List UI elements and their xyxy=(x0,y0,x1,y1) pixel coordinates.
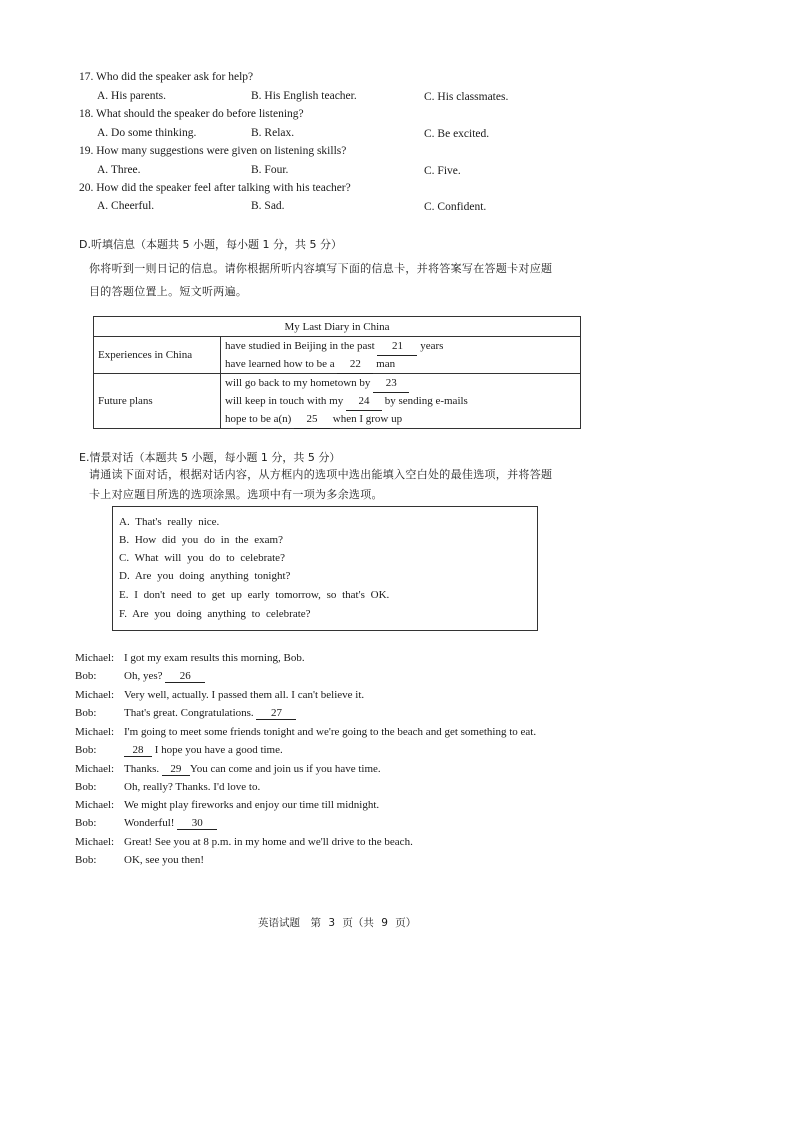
option-c: C. What will you do to celebrate? xyxy=(119,552,285,564)
speaker-name: Bob: xyxy=(75,707,97,719)
option-19c: C. Five. xyxy=(424,165,461,177)
dialogue-line xyxy=(75,799,379,811)
future-plans-cell xyxy=(221,374,581,429)
info-line-22 xyxy=(225,355,576,373)
option-18b: B. Relax. xyxy=(251,127,295,139)
line-text: when I grow up xyxy=(332,413,403,425)
question-text: How many suggestions were given on listening skills? xyxy=(96,145,347,157)
line-text: years xyxy=(420,340,444,352)
dialogue-text: You can come and join us if you have time. xyxy=(189,763,381,775)
section-e-instruction-line1: 请通读下面对话，根据对话内容，从方框内的选项中选出能填入空白处的最佳选项，并将答题 xyxy=(89,468,553,481)
option-17b: B. His English teacher. xyxy=(251,90,357,102)
speaker-name: Michael: xyxy=(75,689,115,701)
dialogue-line xyxy=(75,854,204,866)
dialogue-text: Great! See you at 8 p.m. in my home and we'll drive to the beach. xyxy=(124,836,413,848)
page-footer: 英语试题 第 3 页（共 9 页） xyxy=(258,917,417,929)
section-d-instruction-line2: 目的答题位置上。短文听两遍。 xyxy=(89,285,248,298)
dialogue-text: Very well, actually. I passed them all. I can't believe it. xyxy=(124,689,365,701)
dialogue-text: That's great. Congratulations. xyxy=(124,707,254,719)
question-20 xyxy=(79,182,351,194)
speaker-name: Michael: xyxy=(75,726,115,738)
option-20c: C. Confident. xyxy=(424,201,487,213)
dialogue-text: I'm going to meet some friends tonight and we're going to the beach and get something to eat. xyxy=(124,726,537,738)
blank-23[interactable]: 23 xyxy=(373,374,409,393)
experiences-cell xyxy=(221,337,581,374)
speaker-name: Bob: xyxy=(75,781,97,793)
row-label-future-plans: Future plans xyxy=(94,374,221,429)
option-d: D. Are you doing anything tonight? xyxy=(119,570,291,582)
option-18c: C. Be excited. xyxy=(424,128,490,140)
dialogue-line xyxy=(75,707,296,720)
blank-29[interactable]: 29 xyxy=(162,763,190,776)
line-text: by sending e-mails xyxy=(384,395,468,407)
question-19 xyxy=(79,145,346,157)
option-f: F. Are you doing anything to celebrate? xyxy=(119,608,311,620)
row-label-experiences: Experiences in China xyxy=(94,337,221,374)
dialogue-text: I got my exam results this morning, Bob. xyxy=(124,652,305,664)
option-18a: A. Do some thinking. xyxy=(97,127,197,139)
dialogue-line xyxy=(75,817,217,830)
option-e: E. I don't need to get up early tomorrow, so that's OK. xyxy=(119,589,390,601)
dialogue-line xyxy=(75,763,381,776)
speaker-name: Bob: xyxy=(75,854,97,866)
question-number: 17. xyxy=(79,71,94,83)
option-20b: B. Sad. xyxy=(251,200,285,212)
options-box xyxy=(112,506,538,631)
speaker-name: Bob: xyxy=(75,817,97,829)
option-17c: C. His classmates. xyxy=(424,91,509,103)
blank-22[interactable]: 22 xyxy=(337,355,373,374)
info-card-table xyxy=(93,316,581,429)
speaker-name: Michael: xyxy=(75,652,115,664)
dialogue-text: I hope you have a good time. xyxy=(154,744,283,756)
blank-21[interactable]: 21 xyxy=(377,337,417,356)
blank-30[interactable]: 30 xyxy=(177,817,217,830)
question-number: 20. xyxy=(79,182,94,194)
line-text: will keep in touch with my xyxy=(225,395,344,407)
line-text: hope to be a(n) xyxy=(225,413,292,425)
section-d-instruction-line1: 你将听到一则日记的信息。请你根据所听内容填写下面的信息卡，并将答案写在答题卡对应题 xyxy=(89,262,553,275)
blank-26[interactable]: 26 xyxy=(165,670,205,683)
section-d-title: D.听填信息（本题共 5 小题，每小题 1 分，共 5 分） xyxy=(79,238,342,251)
dialogue-text: Oh, really? Thanks. I'd love to. xyxy=(124,781,261,793)
speaker-name: Michael: xyxy=(75,799,115,811)
info-line-25 xyxy=(225,410,576,428)
info-line-21 xyxy=(225,337,576,355)
option-a: A. That's really nice. xyxy=(119,516,220,528)
speaker-name: Michael: xyxy=(75,763,115,775)
question-18 xyxy=(79,108,304,120)
option-19b: B. Four. xyxy=(251,164,289,176)
question-text: What should the speaker do before listening? xyxy=(96,108,304,120)
dialogue-line xyxy=(75,726,536,738)
line-text: have learned how to be a xyxy=(225,358,335,370)
dialogue-line xyxy=(75,670,205,683)
question-number: 19. xyxy=(79,145,94,157)
option-17a: A. His parents. xyxy=(97,90,166,102)
question-text: Who did the speaker ask for help? xyxy=(96,71,254,83)
blank-27[interactable]: 27 xyxy=(256,707,296,720)
info-line-24 xyxy=(225,392,576,410)
speaker-name: Michael: xyxy=(75,836,115,848)
dialogue-text: OK, see you then! xyxy=(124,854,205,866)
dialogue-line xyxy=(75,781,260,793)
dialogue-text: Thanks. xyxy=(124,763,160,775)
dialogue-line xyxy=(75,744,283,757)
line-text: have studied in Beijing in the past xyxy=(225,340,375,352)
question-number: 18. xyxy=(79,108,94,120)
speaker-name: Bob: xyxy=(75,670,97,682)
option-b: B. How did you do in the exam? xyxy=(119,534,283,546)
info-line-23 xyxy=(225,374,576,392)
speaker-name: Bob: xyxy=(75,744,97,756)
blank-25[interactable]: 25 xyxy=(294,410,330,429)
question-text: How did the speaker feel after talking with his teacher? xyxy=(96,182,351,194)
dialogue-line xyxy=(75,652,305,664)
question-17 xyxy=(79,71,253,83)
blank-24[interactable]: 24 xyxy=(346,392,382,411)
info-card-title: My Last Diary in China xyxy=(94,317,581,337)
option-20a: A. Cheerful. xyxy=(97,200,155,212)
section-e-instruction-line2: 卡上对应题目所选的选项涂黑。选项中有一项为多余选项。 xyxy=(89,488,383,501)
dialogue-text: Oh, yes? xyxy=(124,670,163,682)
dialogue-text: Wonderful! xyxy=(124,817,175,829)
line-text: man xyxy=(376,358,396,370)
blank-28[interactable]: 28 xyxy=(124,744,152,757)
line-text: will go back to my hometown by xyxy=(225,377,371,389)
option-19a: A. Three. xyxy=(97,164,141,176)
section-e-title: E.情景对话（本题共 5 小题，每小题 1 分，共 5 分） xyxy=(79,451,341,464)
dialogue-text: We might play fireworks and enjoy our time till midnight. xyxy=(124,799,380,811)
dialogue-line xyxy=(75,836,413,848)
dialogue-line xyxy=(75,689,364,701)
